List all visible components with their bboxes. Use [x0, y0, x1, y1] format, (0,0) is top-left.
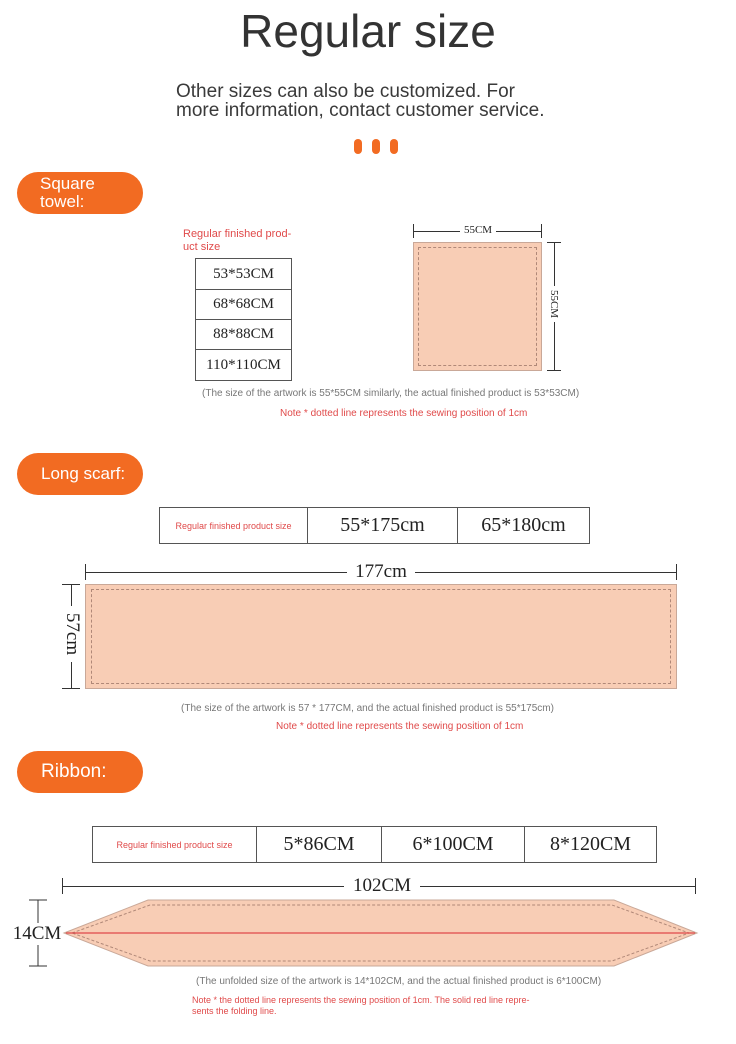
subtitle-line-2: more information, contact customer service. — [176, 100, 545, 121]
size-cell: 53*53CM — [196, 259, 292, 290]
scarf-width-label: 177cm — [347, 561, 415, 583]
scarf-info: (The size of the artwork is 57 * 177CM, and the actual finished product is 55*175cm) — [181, 703, 554, 714]
subtitle-line-1: Other sizes can also be customized. For — [176, 81, 515, 102]
page-title: Regular size — [240, 5, 496, 57]
size-cell: 65*180cm — [458, 508, 590, 544]
table-caption-cell: Regular finished product size — [93, 827, 257, 863]
ribbon-note-line-2: sents the folding line. — [192, 1006, 277, 1016]
size-cell: 68*68CM — [196, 290, 292, 320]
square-label-line-1: Square — [40, 174, 95, 193]
size-cell: 110*110CM — [196, 350, 292, 381]
table-caption-cell: Regular finished product size — [160, 508, 308, 544]
scarf-label-text: Long scarf: — [41, 464, 126, 483]
square-height-label: 55CM — [548, 286, 560, 322]
ribbon-height-label: 14CM — [12, 923, 62, 944]
scarf-note: Note * dotted line represents the sewing position of 1cm — [276, 721, 524, 732]
square-info: (The size of the artwork is 55*55CM similarly, the actual finished product is 53*53CM) — [202, 388, 580, 399]
size-cell: 55*175cm — [308, 508, 458, 544]
square-width-label: 55CM — [460, 224, 496, 236]
ribbon-note-line-1: Note * the dotted line represents the sewing position of 1cm. The solid red line repre- — [192, 995, 530, 1005]
scarf-height-label: 57cm — [61, 606, 83, 662]
size-cell: 6*100CM — [382, 827, 525, 863]
square-note: Note * dotted line represents the sewing position of 1cm — [280, 408, 528, 419]
ribbon-note — [192, 995, 530, 1017]
ribbon-label-text: Ribbon: — [41, 761, 107, 782]
square-label-line-2: towel: — [40, 192, 85, 211]
size-cell: 5*86CM — [257, 827, 382, 863]
ribbon-width-label: 102CM — [344, 875, 420, 897]
square-caption-line-1: Regular finished prod- — [183, 228, 292, 240]
ribbon-info: (The unfolded size of the artwork is 14*102CM, and the actual finished product is 6*100CM) — [196, 976, 602, 987]
size-cell: 88*88CM — [196, 320, 292, 350]
square-caption-line-2: uct size — [183, 241, 221, 253]
size-cell: 8*120CM — [525, 827, 657, 863]
